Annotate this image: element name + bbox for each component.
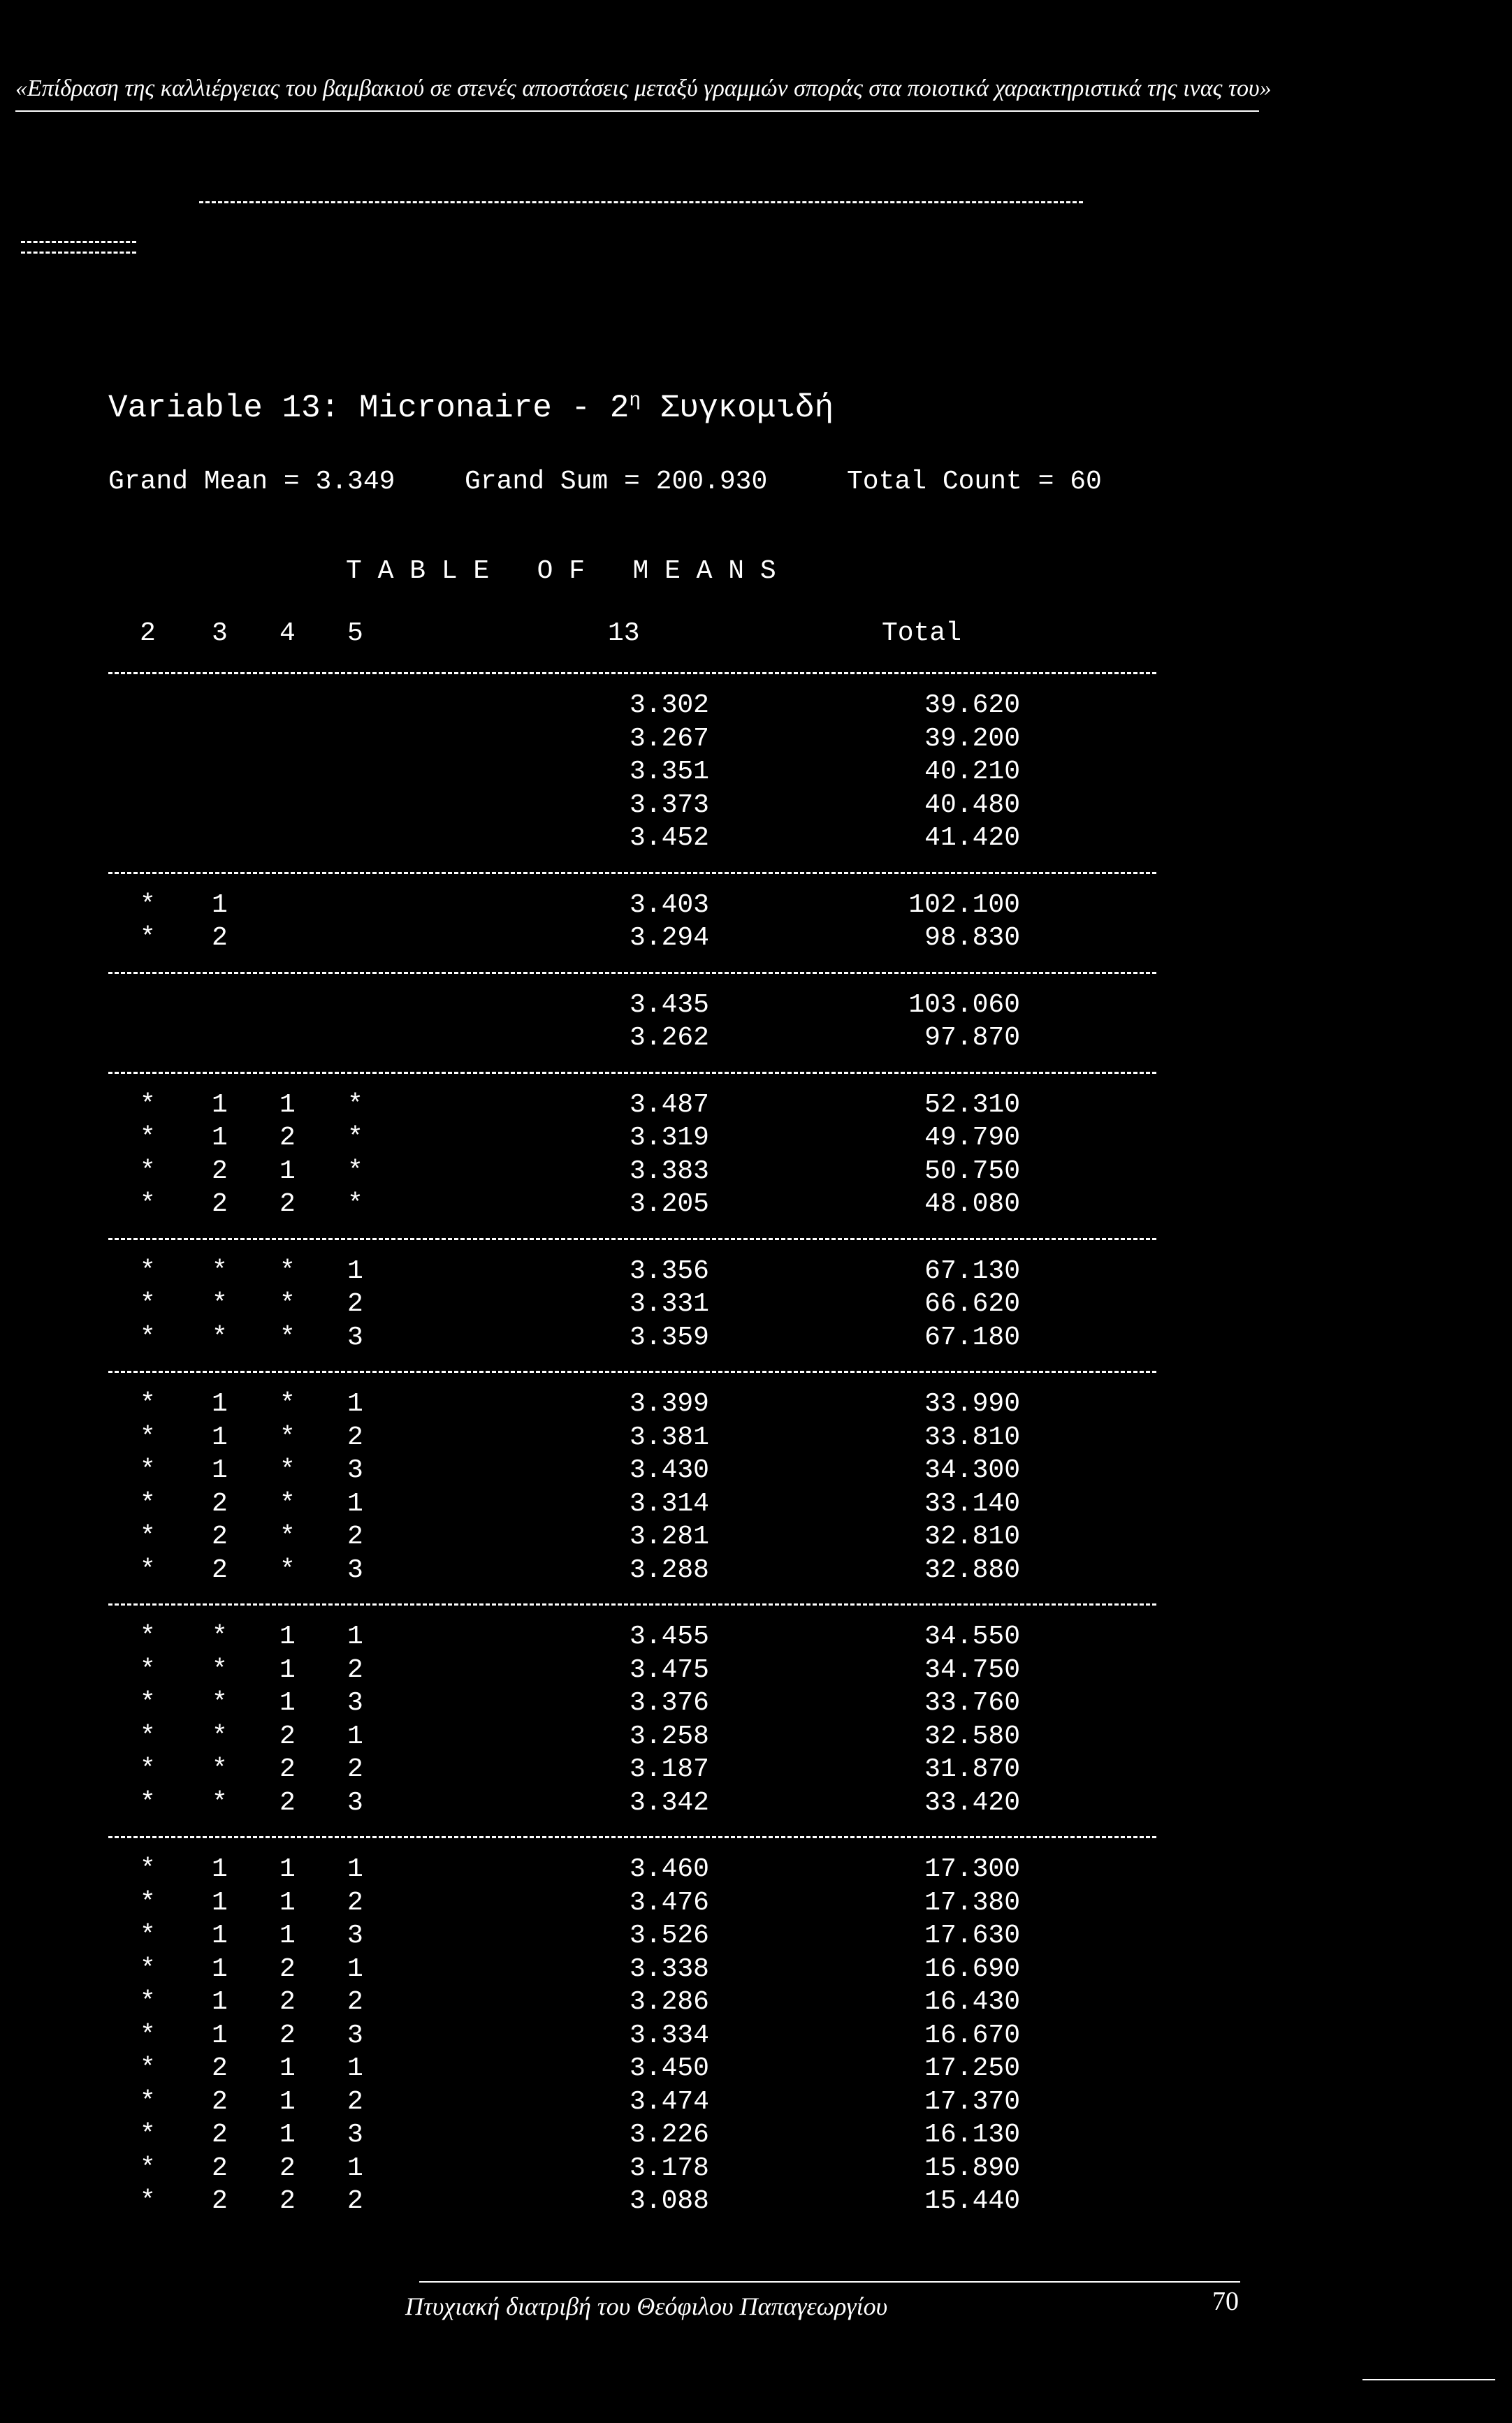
factor-level-cell: 2 (279, 1787, 296, 1818)
factor-level-cell: 3 (347, 1322, 363, 1353)
factor-level-cell: * (140, 1754, 156, 1784)
factor-level-cell: * (140, 1488, 156, 1519)
mean-value: 3.475 (629, 1654, 709, 1685)
total-value: 49.790 (924, 1123, 1020, 1153)
group-separator (108, 672, 1156, 674)
factor-level-cell: 2 (212, 1488, 228, 1519)
factor-level-cell: * (279, 1389, 296, 1419)
factor-level-cell: * (347, 1089, 363, 1120)
factor-level-cell: 2 (347, 1754, 363, 1784)
total-value: 50.750 (924, 1156, 1020, 1186)
factor-level-cell: * (279, 1455, 296, 1485)
total-value: 33.810 (924, 1422, 1020, 1453)
factor-level-cell: * (140, 1987, 156, 2017)
factor-level-cell: 3 (347, 1455, 363, 1485)
factor-level-cell: * (212, 1688, 228, 1718)
total-value: 32.580 (924, 1721, 1020, 1752)
factor-level-cell: 2 (279, 1754, 296, 1784)
factor-level-cell: 1 (212, 1887, 228, 1918)
factor-level-cell: * (140, 1156, 156, 1186)
mean-value: 3.474 (629, 2086, 709, 2117)
variable-title-suffix: Συγκομιδή (641, 390, 834, 426)
mean-value: 3.376 (629, 1688, 709, 1718)
mean-value: 3.331 (629, 1289, 709, 1319)
factor-level-cell: 3 (347, 1921, 363, 1951)
factor-level-cell: 1 (279, 1156, 296, 1186)
factor-level-cell: * (140, 1654, 156, 1685)
column-header-3: 3 (212, 618, 228, 648)
mean-value: 3.267 (629, 723, 709, 754)
double-dashed-separator (21, 241, 136, 254)
total-count: Total Count = 60 (847, 467, 1102, 497)
mean-value: 3.319 (629, 1123, 709, 1153)
factor-level-cell: 1 (212, 1455, 228, 1485)
footer-text: Πτυχιακή διατριβή του Θεόφιλου Παπαγεωργίου (405, 2292, 888, 2320)
factor-level-cell: 1 (279, 2053, 296, 2083)
factor-level-cell: * (347, 1156, 363, 1186)
mean-value: 3.460 (629, 1854, 709, 1884)
factor-level-cell: * (140, 1787, 156, 1818)
total-value: 33.990 (924, 1389, 1020, 1419)
mean-value: 3.187 (629, 1754, 709, 1784)
header-rule (15, 110, 1259, 112)
factor-level-cell: * (279, 1555, 296, 1585)
total-value: 98.830 (924, 923, 1020, 953)
mean-value: 3.178 (629, 2153, 709, 2183)
factor-level-cell: 1 (347, 1488, 363, 1519)
factor-level-cell: * (279, 1488, 296, 1519)
mean-value: 3.526 (629, 1921, 709, 1951)
factor-level-cell: * (212, 1654, 228, 1685)
mean-value: 3.286 (629, 1987, 709, 2017)
factor-level-cell: * (140, 889, 156, 920)
factor-level-cell: 1 (212, 1089, 228, 1120)
total-value: 17.370 (924, 2086, 1020, 2117)
total-value: 39.620 (924, 690, 1020, 720)
total-value: 40.480 (924, 790, 1020, 820)
mean-value: 3.088 (629, 2186, 709, 2216)
total-value: 16.670 (924, 2020, 1020, 2051)
mean-value: 3.487 (629, 1089, 709, 1120)
mean-value: 3.262 (629, 1023, 709, 1053)
factor-level-cell: 2 (347, 2186, 363, 2216)
factor-level-cell: 1 (279, 1089, 296, 1120)
total-value: 15.440 (924, 2186, 1020, 2216)
factor-level-cell: 1 (212, 1854, 228, 1884)
factor-level-cell: 1 (347, 1721, 363, 1752)
total-value: 34.300 (924, 1455, 1020, 1485)
mean-value: 3.334 (629, 2020, 709, 2051)
factor-level-cell: 3 (347, 2020, 363, 2051)
factor-level-cell: 1 (212, 2020, 228, 2051)
factor-level-cell: * (140, 1921, 156, 1951)
dashed-separator (199, 201, 1083, 203)
group-separator (108, 1603, 1156, 1606)
mean-value: 3.342 (629, 1787, 709, 1818)
factor-level-cell: 2 (212, 2053, 228, 2083)
mean-value: 3.373 (629, 790, 709, 820)
mean-value: 3.359 (629, 1322, 709, 1353)
variable-title (108, 390, 834, 426)
factor-level-cell: * (140, 2153, 156, 2183)
factor-level-cell: 2 (347, 1522, 363, 1552)
factor-level-cell: * (347, 1123, 363, 1153)
total-value: 32.810 (924, 1522, 1020, 1552)
factor-level-cell: 1 (279, 1854, 296, 1884)
factor-level-cell: * (140, 1422, 156, 1453)
factor-level-cell: 3 (347, 1787, 363, 1818)
factor-level-cell: 2 (212, 2086, 228, 2117)
factor-level-cell: 1 (212, 1389, 228, 1419)
total-value: 41.420 (924, 823, 1020, 853)
factor-level-cell: * (140, 1887, 156, 1918)
factor-level-cell: * (279, 1322, 296, 1353)
factor-level-cell: * (140, 1555, 156, 1585)
column-header-13: 13 (608, 618, 640, 648)
factor-level-cell: * (140, 1455, 156, 1485)
total-value: 16.130 (924, 2120, 1020, 2150)
mean-value: 3.399 (629, 1389, 709, 1419)
total-value: 67.180 (924, 1322, 1020, 1353)
total-value: 52.310 (924, 1089, 1020, 1120)
factor-level-cell: 1 (279, 2120, 296, 2150)
factor-level-cell: 1 (212, 1987, 228, 2017)
factor-level-cell: 2 (212, 1189, 228, 1219)
total-value: 16.430 (924, 1987, 1020, 2017)
factor-level-cell: 2 (279, 2020, 296, 2051)
mean-value: 3.351 (629, 757, 709, 787)
factor-level-cell: * (140, 1854, 156, 1884)
factor-level-cell: 2 (279, 1189, 296, 1219)
factor-level-cell: 3 (347, 2120, 363, 2150)
factor-level-cell: * (140, 1256, 156, 1286)
mean-value: 3.435 (629, 989, 709, 1020)
total-value: 34.550 (924, 1622, 1020, 1652)
mean-value: 3.226 (629, 2120, 709, 2150)
factor-level-cell: 1 (279, 1921, 296, 1951)
group-separator (108, 972, 1156, 974)
factor-level-cell: * (212, 1256, 228, 1286)
mean-value: 3.288 (629, 1555, 709, 1585)
factor-level-cell: * (279, 1422, 296, 1453)
mean-value: 3.476 (629, 1887, 709, 1918)
grand-mean: Grand Mean = 3.349 (108, 467, 395, 497)
factor-level-cell: 3 (347, 1688, 363, 1718)
factor-level-cell: 1 (212, 1953, 228, 1984)
total-value: 33.140 (924, 1488, 1020, 1519)
mean-value: 3.356 (629, 1256, 709, 1286)
factor-level-cell: 1 (279, 1622, 296, 1652)
factor-level-cell: 1 (279, 1654, 296, 1685)
mean-value: 3.205 (629, 1189, 709, 1219)
factor-level-cell: * (212, 1721, 228, 1752)
total-value: 40.210 (924, 757, 1020, 787)
mean-value: 3.430 (629, 1455, 709, 1485)
mean-value: 3.452 (629, 823, 709, 853)
total-value: 17.380 (924, 1887, 1020, 1918)
total-value: 67.130 (924, 1256, 1020, 1286)
mean-value: 3.450 (629, 2053, 709, 2083)
total-value: 34.750 (924, 1654, 1020, 1685)
mean-value: 3.258 (629, 1721, 709, 1752)
total-value: 31.870 (924, 1754, 1020, 1784)
factor-level-cell: 1 (347, 2153, 363, 2183)
running-header: «Επίδραση της καλλιέργειας του βαμβακιού σε στενές αποστάσεις μεταξύ γραμμών σποράς στα ποιοτικά χαρακτηριστικά της ινας του» (15, 75, 1272, 101)
group-separator (108, 1238, 1156, 1240)
factor-level-cell: * (140, 1322, 156, 1353)
factor-level-cell: 1 (347, 1953, 363, 1984)
factor-level-cell: * (140, 1389, 156, 1419)
group-separator (108, 1072, 1156, 1074)
total-value: 33.760 (924, 1688, 1020, 1718)
factor-level-cell: * (140, 1089, 156, 1120)
table-heading: T A B L E O F M E A N S (346, 556, 776, 586)
factor-level-cell: * (140, 2020, 156, 2051)
factor-level-cell: 2 (279, 1721, 296, 1752)
factor-level-cell: 1 (212, 889, 228, 920)
total-value: 32.880 (924, 1555, 1020, 1585)
mean-value: 3.302 (629, 690, 709, 720)
factor-level-cell: * (140, 1953, 156, 1984)
mean-value: 3.338 (629, 1953, 709, 1984)
factor-level-cell: * (140, 1189, 156, 1219)
total-value: 17.300 (924, 1854, 1020, 1884)
factor-level-cell: 3 (347, 1555, 363, 1585)
group-separator (108, 872, 1156, 874)
factor-level-cell: * (140, 2053, 156, 2083)
factor-level-cell: * (140, 2086, 156, 2117)
total-value: 97.870 (924, 1023, 1020, 1053)
mean-value: 3.281 (629, 1522, 709, 1552)
factor-level-cell: 2 (212, 1555, 228, 1585)
factor-level-cell: 2 (347, 1987, 363, 2017)
factor-level-cell: 1 (347, 1256, 363, 1286)
factor-level-cell: 1 (347, 2053, 363, 2083)
total-value: 66.620 (924, 1289, 1020, 1319)
total-value: 15.890 (924, 2153, 1020, 2183)
column-header-2: 2 (140, 618, 156, 648)
corner-mark (1362, 2379, 1495, 2380)
factor-level-cell: * (140, 1123, 156, 1153)
group-separator (108, 1371, 1156, 1373)
factor-level-cell: 2 (212, 2120, 228, 2150)
factor-level-cell: 2 (347, 1422, 363, 1453)
mean-value: 3.383 (629, 1156, 709, 1186)
grand-sum: Grand Sum = 200.930 (465, 467, 768, 497)
mean-value: 3.381 (629, 1422, 709, 1453)
page-number: 70 (1212, 2287, 1239, 2316)
factor-level-cell: * (140, 2120, 156, 2150)
factor-level-cell: 2 (212, 2153, 228, 2183)
total-value: 16.690 (924, 1953, 1020, 1984)
total-value: 103.060 (908, 989, 1020, 1020)
factor-level-cell: 1 (347, 1622, 363, 1652)
factor-level-cell: 2 (279, 2186, 296, 2216)
factor-level-cell: * (212, 1322, 228, 1353)
factor-level-cell: * (140, 1289, 156, 1319)
mean-value: 3.314 (629, 1488, 709, 1519)
factor-level-cell: 2 (347, 1289, 363, 1319)
factor-level-cell: * (347, 1189, 363, 1219)
factor-level-cell: * (140, 1688, 156, 1718)
factor-level-cell: 2 (212, 1522, 228, 1552)
mean-value: 3.455 (629, 1622, 709, 1652)
factor-level-cell: 2 (347, 2086, 363, 2117)
total-value: 39.200 (924, 723, 1020, 754)
factor-level-cell: 2 (347, 1887, 363, 1918)
factor-level-cell: * (212, 1754, 228, 1784)
factor-level-cell: * (140, 923, 156, 953)
factor-level-cell: 1 (347, 1389, 363, 1419)
factor-level-cell: 2 (212, 2186, 228, 2216)
mean-value: 3.294 (629, 923, 709, 953)
factor-level-cell: 1 (212, 1422, 228, 1453)
total-value: 102.100 (908, 889, 1020, 920)
total-value: 48.080 (924, 1189, 1020, 1219)
factor-level-cell: * (212, 1787, 228, 1818)
factor-level-cell: 2 (212, 1156, 228, 1186)
column-header-4: 4 (279, 618, 296, 648)
factor-level-cell: * (212, 1289, 228, 1319)
factor-level-cell: 1 (212, 1123, 228, 1153)
total-value: 17.250 (924, 2053, 1020, 2083)
footer-rule (419, 2281, 1240, 2283)
factor-level-cell: 2 (279, 1953, 296, 1984)
factor-level-cell: * (279, 1289, 296, 1319)
factor-level-cell: 2 (279, 1123, 296, 1153)
column-header-5: 5 (347, 618, 363, 648)
factor-level-cell: * (140, 1622, 156, 1652)
factor-level-cell: 1 (279, 2086, 296, 2117)
group-separator (108, 1836, 1156, 1838)
factor-level-cell: 2 (279, 2153, 296, 2183)
factor-level-cell: 2 (279, 1987, 296, 2017)
factor-level-cell: * (279, 1256, 296, 1286)
mean-value: 3.403 (629, 889, 709, 920)
column-header-total: Total (882, 618, 962, 648)
variable-title-prefix: Variable 13: Micronaire - 2 (108, 390, 630, 426)
factor-level-cell: 1 (279, 1887, 296, 1918)
factor-level-cell: * (212, 1622, 228, 1652)
factor-level-cell: * (140, 2186, 156, 2216)
factor-level-cell: * (279, 1522, 296, 1552)
factor-level-cell: 2 (347, 1654, 363, 1685)
variable-title-superscript: η (629, 390, 641, 412)
factor-level-cell: 1 (212, 1921, 228, 1951)
factor-level-cell: * (140, 1721, 156, 1752)
factor-level-cell: 1 (279, 1688, 296, 1718)
total-value: 17.630 (924, 1921, 1020, 1951)
factor-level-cell: 1 (347, 1854, 363, 1884)
total-value: 33.420 (924, 1787, 1020, 1818)
factor-level-cell: * (140, 1522, 156, 1552)
factor-level-cell: 2 (212, 923, 228, 953)
